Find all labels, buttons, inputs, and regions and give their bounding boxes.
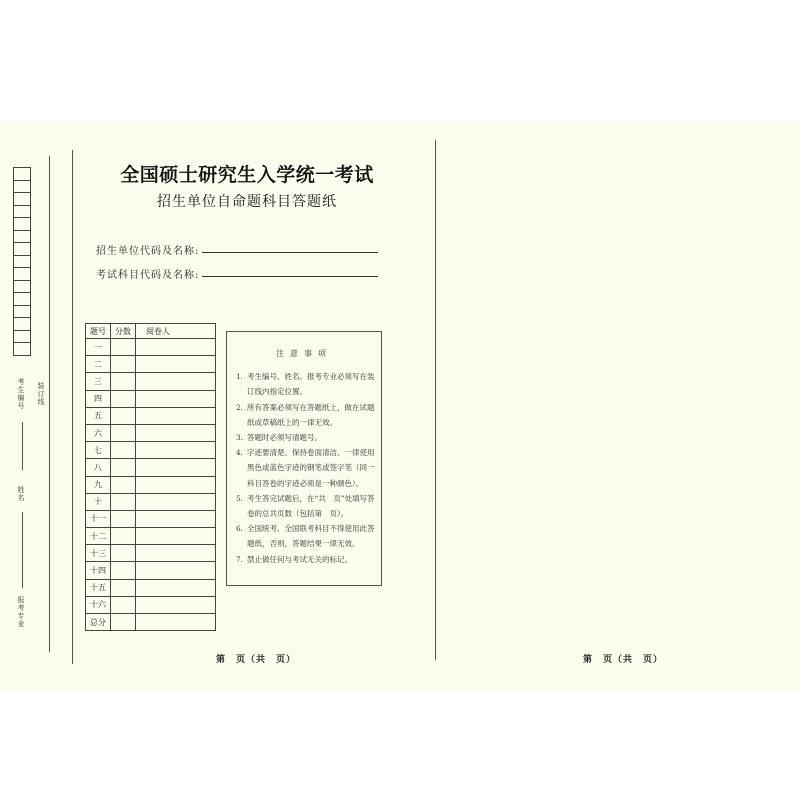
score-cell[interactable] bbox=[111, 493, 136, 510]
left-page-number: 第 页（共 页） bbox=[216, 655, 297, 665]
score-cell[interactable] bbox=[111, 614, 136, 631]
notice-item: 1. 考生编号、姓名、报考专业必须写在装订线内指定位置。 bbox=[245, 369, 375, 399]
notice-item: 4. 字迹要清楚、保持卷面清洁。一律使用黑色或蓝色字迹的钢笔或签字笔（同一科目答卷的字迹必须是一种颜色）。 bbox=[245, 445, 375, 491]
score-row bbox=[86, 373, 216, 390]
subject-field[interactable] bbox=[96, 266, 199, 281]
notice-item: 5. 考生答完试题后，在“共 页”处填写答卷的总共页数（包括第 页）。 bbox=[245, 491, 375, 521]
digit-box[interactable] bbox=[14, 231, 30, 244]
question-number: 七 bbox=[86, 442, 111, 459]
question-number: 六 bbox=[86, 424, 111, 441]
digit-box[interactable] bbox=[14, 293, 30, 306]
notice-item: 7. 禁止做任何与考试无关的标记。 bbox=[245, 552, 375, 567]
score-cell[interactable] bbox=[111, 528, 136, 545]
score-table-header bbox=[86, 324, 216, 339]
question-number: 八 bbox=[86, 459, 111, 476]
question-number: 十四 bbox=[86, 562, 111, 579]
score-cell[interactable] bbox=[111, 596, 136, 613]
score-table bbox=[85, 323, 216, 631]
score-cell[interactable] bbox=[111, 407, 136, 424]
col-score: 分数 bbox=[111, 324, 136, 339]
grader-cell[interactable] bbox=[136, 562, 216, 579]
question-number: 十三 bbox=[86, 545, 111, 562]
grader-cell[interactable] bbox=[136, 596, 216, 613]
score-cell[interactable] bbox=[111, 390, 136, 407]
score-cell[interactable] bbox=[111, 339, 136, 356]
grader-cell[interactable] bbox=[136, 356, 216, 373]
digit-box[interactable] bbox=[14, 318, 30, 331]
binding-line bbox=[49, 156, 50, 652]
question-number: 十一 bbox=[86, 510, 111, 527]
digit-box[interactable] bbox=[14, 306, 30, 319]
question-number: 十 bbox=[86, 493, 111, 510]
margin-line bbox=[72, 150, 73, 664]
grader-cell[interactable] bbox=[136, 407, 216, 424]
question-number: 三 bbox=[86, 373, 111, 390]
score-row bbox=[86, 407, 216, 424]
digit-box[interactable] bbox=[14, 218, 30, 231]
question-number: 五 bbox=[86, 407, 111, 424]
question-number: 一 bbox=[86, 339, 111, 356]
score-cell[interactable] bbox=[111, 373, 136, 390]
grader-cell[interactable] bbox=[136, 339, 216, 356]
grader-cell[interactable] bbox=[136, 579, 216, 596]
name-line bbox=[22, 512, 23, 564]
score-row bbox=[86, 390, 216, 407]
question-number: 十六 bbox=[86, 596, 111, 613]
right-page-number: 第 页（共 页） bbox=[583, 655, 664, 665]
score-cell[interactable] bbox=[111, 476, 136, 493]
score-cell[interactable] bbox=[111, 562, 136, 579]
grader-cell[interactable] bbox=[136, 373, 216, 390]
score-row bbox=[86, 442, 216, 459]
notice-item: 6. 全国统考、全国联考科目不得使用此答题纸，否则，答题结果一律无效。 bbox=[245, 521, 375, 551]
unit-input-line[interactable] bbox=[202, 252, 378, 253]
score-row bbox=[86, 596, 216, 613]
grader-cell[interactable] bbox=[136, 545, 216, 562]
digit-box[interactable] bbox=[14, 268, 30, 281]
score-cell[interactable] bbox=[111, 579, 136, 596]
grader-cell[interactable] bbox=[136, 528, 216, 545]
score-cell[interactable] bbox=[111, 545, 136, 562]
cut-line-label: 装订线 bbox=[37, 382, 45, 406]
score-row bbox=[86, 579, 216, 596]
grader-cell[interactable] bbox=[136, 459, 216, 476]
unit-field[interactable] bbox=[96, 242, 199, 257]
digit-box[interactable] bbox=[14, 343, 30, 356]
grader-cell[interactable] bbox=[136, 390, 216, 407]
digit-box[interactable] bbox=[14, 243, 30, 256]
score-row bbox=[86, 356, 216, 373]
question-number: 总分 bbox=[86, 614, 111, 631]
score-row bbox=[86, 339, 216, 356]
grader-cell[interactable] bbox=[136, 614, 216, 631]
score-row bbox=[86, 614, 216, 631]
notice-item: 3. 答题时必须写清题号。 bbox=[245, 430, 375, 445]
col-question: 题号 bbox=[86, 324, 111, 339]
page-title: 全国硕士研究生入学统一考试 bbox=[120, 164, 374, 186]
fold-line bbox=[435, 140, 436, 660]
exam-number-line bbox=[22, 422, 23, 470]
notice-item: 2. 所有答案必须写在答题纸上，做在试题纸或草稿纸上的一律无效。 bbox=[245, 400, 375, 430]
score-row bbox=[86, 528, 216, 545]
col-grader: 阅卷人 bbox=[136, 324, 216, 339]
grader-cell[interactable] bbox=[136, 493, 216, 510]
score-row bbox=[86, 476, 216, 493]
score-row bbox=[86, 459, 216, 476]
unit-label: 招生单位代码及名称: bbox=[96, 246, 200, 257]
score-row bbox=[86, 510, 216, 527]
question-number: 十二 bbox=[86, 528, 111, 545]
score-row bbox=[86, 545, 216, 562]
score-cell[interactable] bbox=[111, 356, 136, 373]
score-cell[interactable] bbox=[111, 424, 136, 441]
subject-label: 考试科目代码及名称: bbox=[96, 270, 200, 281]
score-cell[interactable] bbox=[111, 459, 136, 476]
notice-box bbox=[226, 331, 382, 586]
page-subtitle: 招生单位自命题科目答题纸 bbox=[157, 194, 337, 210]
grader-cell[interactable] bbox=[136, 424, 216, 441]
score-row bbox=[86, 562, 216, 579]
subject-input-line[interactable] bbox=[202, 276, 378, 277]
score-row bbox=[86, 493, 216, 510]
major-line bbox=[22, 558, 23, 588]
question-number: 二 bbox=[86, 356, 111, 373]
exam-number-label: 考生编号 bbox=[17, 378, 25, 410]
question-number: 四 bbox=[86, 390, 111, 407]
answer-sheet bbox=[0, 120, 800, 690]
score-row bbox=[86, 424, 216, 441]
major-label: 报考专业 bbox=[17, 596, 25, 628]
digit-box[interactable] bbox=[14, 256, 30, 269]
notice-title: 注意事项 bbox=[276, 349, 332, 358]
score-cell[interactable] bbox=[111, 442, 136, 459]
grader-cell[interactable] bbox=[136, 442, 216, 459]
question-number: 十五 bbox=[86, 579, 111, 596]
question-number: 九 bbox=[86, 476, 111, 493]
digit-box[interactable] bbox=[14, 331, 30, 344]
digit-box[interactable] bbox=[14, 281, 30, 294]
grader-cell[interactable] bbox=[136, 510, 216, 527]
name-label: 姓名 bbox=[17, 486, 25, 502]
grader-cell[interactable] bbox=[136, 476, 216, 493]
notice-list bbox=[227, 369, 381, 567]
score-cell[interactable] bbox=[111, 510, 136, 527]
